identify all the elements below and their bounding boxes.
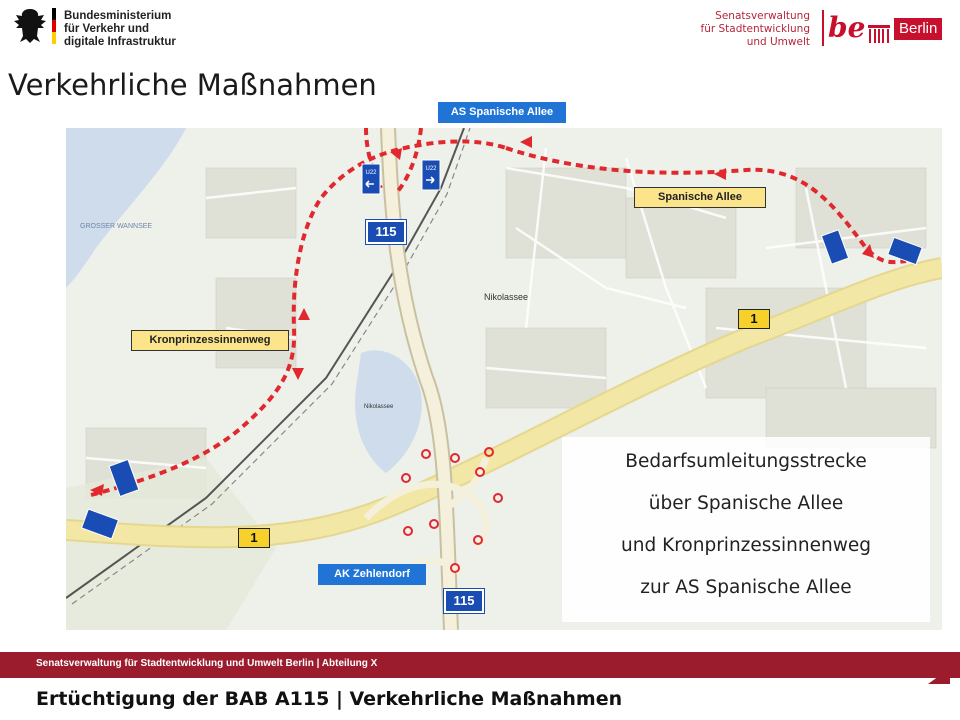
info-line-4: zur AS Spanische Allee [640,577,852,598]
lake-wannsee [66,128,186,288]
ministry-logo [10,4,230,52]
label-kronprinzessinnenweg: Kronprinzessinnenweg [131,330,289,351]
german-flag-bar [52,8,56,44]
info-line-1: Bedarfsumleitungsstrecke [625,451,867,472]
corner-triangle-icon [928,668,950,684]
senate-line-3: und Umwelt [746,36,810,48]
label-as-spanische-allee: AS Spanische Allee [438,102,566,123]
be-logo-text: be [828,11,866,44]
traffic-map[interactable] [66,128,942,630]
label-nikolassee: Nikolassee [484,292,529,302]
sign-u22-2: U22 [425,166,437,172]
info-box [562,437,930,622]
senate-line-2: für Stadtentwicklung [700,23,810,35]
info-line-2: über Spanische Allee [648,493,844,514]
logo-divider [822,10,824,46]
senate-line-1: Senatsverwaltung [715,10,810,22]
sign-u22-1: U22 [365,170,377,176]
a115-shield-top: 115 [366,220,406,244]
label-nikolassee-lake: Nikolassee [364,404,394,410]
ministry-line-3: digitale Infrastruktur [64,36,176,48]
a115-shield-bottom: 115 [444,589,484,613]
ministry-line-1: Bundesministerium [64,10,172,22]
berlin-badge: Berlin [894,18,942,40]
label-ak-zehlendorf: AK Zehlendorf [318,564,426,585]
page-title: Verkehrliche Maßnahmen [8,68,377,102]
be-berlin-logo [828,12,948,48]
ministry-line-2: für Verkehr und [64,23,149,35]
footer-title: Ertüchtigung der BAB A115 | Verkehrliche Maßnahmen [36,688,623,710]
federal-eagle-icon [10,6,50,46]
lake-nikolassee [355,350,422,473]
b1-shield-right: 1 [738,309,770,329]
brandenburg-gate-icon [868,22,890,44]
label-spanische-allee: Spanische Allee [634,187,766,208]
info-line-3: und Kronprinzessinnenweg [621,535,871,556]
label-grosser-wannsee: GROSSER WANNSEE [80,223,153,230]
b1-shield-left: 1 [238,528,270,548]
senate-logo-text [690,4,810,50]
footer-org-text: Senatsverwaltung für Stadtentwicklung und Umwelt Berlin | Abteilung X [36,658,378,669]
